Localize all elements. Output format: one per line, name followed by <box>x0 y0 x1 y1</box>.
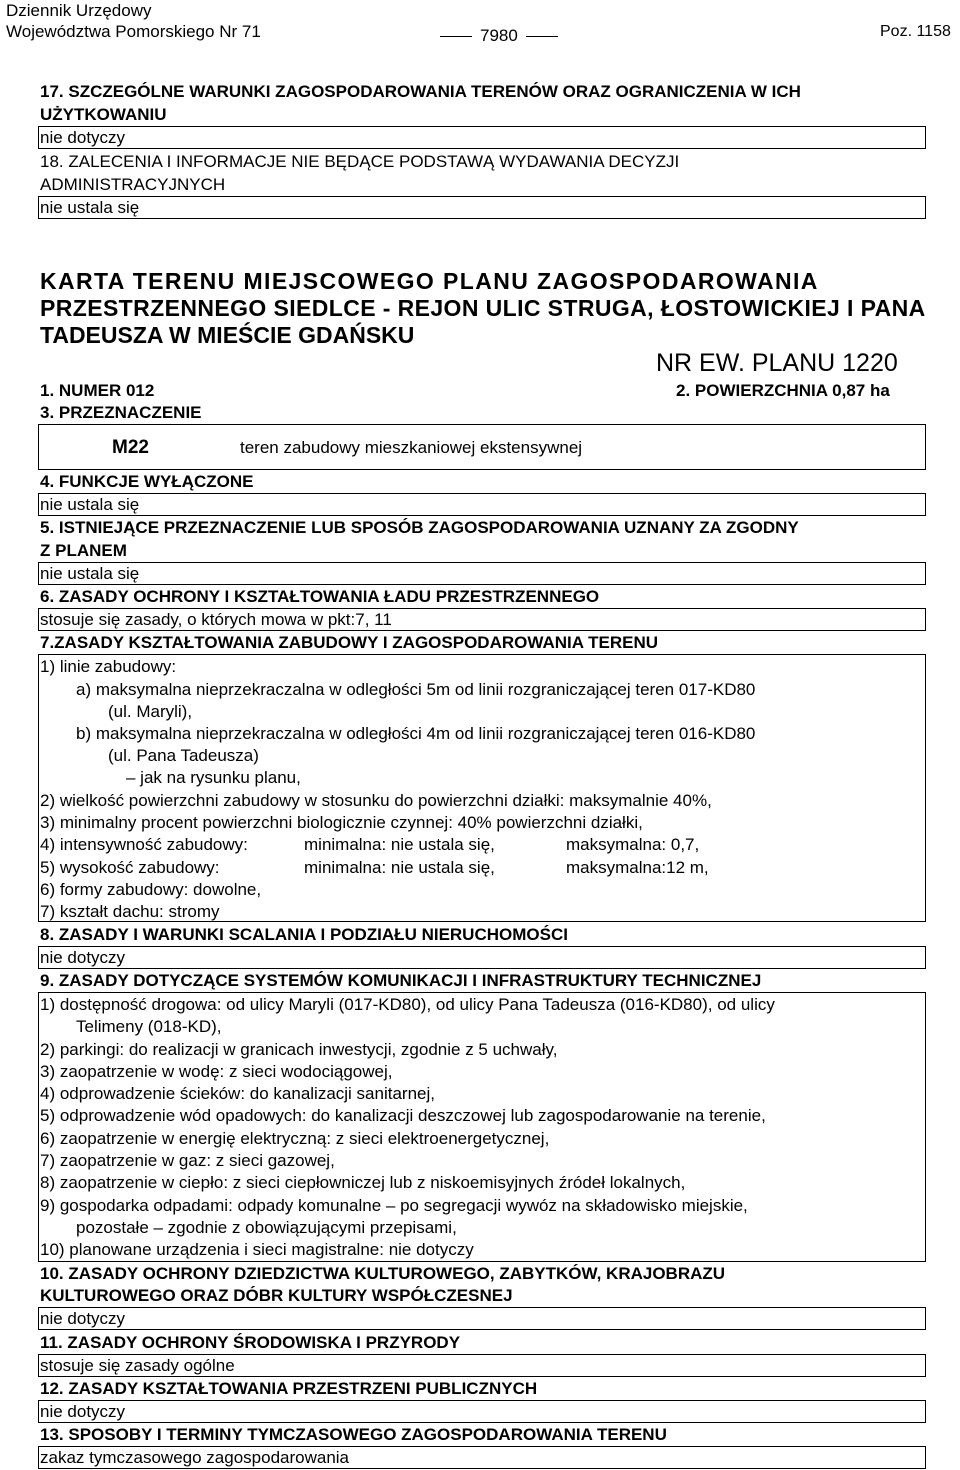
s7-row5-label: 5) wysokość zabudowy: <box>40 858 220 877</box>
s9-line: 1) dostępność drogowa: od ulicy Maryli (017-KD80), od ulicy Pana Tadeusza (016-KD80), od ulicy <box>40 995 775 1014</box>
s7-line: 2) wielkość powierzchni zabudowy w stosunku do powierzchni działki: maksymalnie 40%, <box>40 791 712 810</box>
section-10-box <box>38 1307 926 1330</box>
s7-line: a) maksymalna nieprzekraczalna w odległości 5m od linii rozgraniczającej teren 017-KD80 <box>76 680 756 699</box>
section-7-title: 7.ZASADY KSZTAŁTOWANIA ZABUDOWY I ZAGOSPODAROWANIA TERENU <box>40 633 658 652</box>
card-area: 2. POWIERZCHNIA 0,87 ha <box>676 381 890 400</box>
section-8-box <box>38 946 926 969</box>
s9-line: 6) zaopatrzenie w energię elektryczną: z sieci elektroenergetycznej, <box>40 1129 550 1148</box>
purpose-label: 3. PRZEZNACZENIE <box>40 403 202 422</box>
s7-row4-max: maksymalna: 0,7, <box>566 835 700 854</box>
s7-line: 3) minimalny procent powierzchni biologicznie czynnej: 40% powierzchni działki, <box>40 813 643 832</box>
s9-line: 2) parkingi: do realizacji w granicach inwestycji, zgodnie z 5 uchwały, <box>40 1040 558 1059</box>
s9-line: Telimeny (018-KD), <box>76 1017 222 1036</box>
s9-line: 7) zaopatrzenie w gaz: z sieci gazowej, <box>40 1151 335 1170</box>
section-8-title: 8. ZASADY I WARUNKI SCALANIA I PODZIAŁU NIERUCHOMOŚCI <box>40 925 568 944</box>
section-17-title-2: UŻYTKOWANIU <box>40 105 167 124</box>
section-6-title: 6. ZASADY OCHRONY I KSZTAŁTOWANIA ŁADU PRZESTRZENNEGO <box>40 587 600 606</box>
section-17-title-1: 17. SZCZEGÓLNE WARUNKI ZAGOSPODAROWANIA TERENÓW ORAZ OGRANICZENIA W ICH <box>40 82 801 101</box>
section-13-value: zakaz tymczasowego zagospodarowania <box>40 1448 350 1467</box>
s9-line: 5) odprowadzenie wód opadowych: do kanalizacji deszczowej lub zagospodarowanie na terenie, <box>40 1106 766 1125</box>
section-4-value: nie ustala się <box>40 495 140 514</box>
section-12-title: 12. ZASADY KSZTAŁTOWANIA PRZESTRZENI PUBLICZNYCH <box>40 1379 538 1398</box>
card-title-3: TADEUSZA W MIEŚCIE GDAŃSKU <box>40 322 415 348</box>
s9-line: pozostałe – zgodnie z obowiązującymi przepisami, <box>76 1218 457 1237</box>
s7-row5-max: maksymalna:12 m, <box>566 858 709 877</box>
section-5-title-1: 5. ISTNIEJĄCE PRZEZNACZENIE LUB SPOSÓB ZAGOSPODAROWANIA UZNANY ZA ZGODNY <box>40 518 799 537</box>
s7-line: 6) formy zabudowy: dowolne, <box>40 880 262 899</box>
section-5-box <box>38 562 926 585</box>
s7-line: 7) kształt dachu: stromy <box>40 902 220 921</box>
section-6-value: stosuje się zasady, o których mowa w pkt:7, 11 <box>40 610 392 629</box>
section-5-value: nie ustala się <box>40 564 140 583</box>
section-17-box <box>38 126 926 149</box>
section-9-title: 9. ZASADY DOTYCZĄCE SYSTEMÓW KOMUNIKACJI I INFRASTRUKTURY TECHNICZNEJ <box>40 971 762 990</box>
dash-left <box>440 36 472 37</box>
position-number: Poz. 1158 <box>880 23 951 40</box>
page-number: 7980 <box>432 25 566 47</box>
s7-line: b) maksymalna nieprzekraczalna w odległości 4m od linii rozgraniczającej teren 016-KD80 <box>76 724 756 743</box>
s9-line: 10) planowane urządzenia i sieci magistralne: nie dotyczy <box>40 1240 474 1259</box>
section-8-value: nie dotyczy <box>40 948 126 967</box>
section-5-title-2: Z PLANEM <box>40 541 127 560</box>
card-number: 1. NUMER 012 <box>40 381 155 400</box>
section-18-value: nie ustala się <box>40 198 140 217</box>
section-12-value: nie dotyczy <box>40 1402 126 1421</box>
section-11-title: 11. ZASADY OCHRONY ŚRODOWISKA I PRZYRODY <box>40 1333 461 1352</box>
section-10-title-2: KULTUROWEGO ORAZ DÓBR KULTURY WSPÓŁCZESNEJ <box>40 1286 513 1305</box>
section-12-box <box>38 1400 926 1423</box>
s7-row4-label: 4) intensywność zabudowy: <box>40 835 248 854</box>
card-title-2: PRZESTRZENNEGO SIEDLCE - REJON ULIC STRUGA, ŁOSTOWICKIEJ I PANA <box>40 295 926 321</box>
section-18-box <box>38 196 926 219</box>
s7-line: (ul. Pana Tadeusza) <box>108 746 259 765</box>
plan-number: NR EW. PLANU 1220 <box>656 349 898 377</box>
s9-line: 3) zaopatrzenie w wodę: z sieci wodociągowej, <box>40 1062 393 1081</box>
section-13-title: 13. SPOSOBY I TERMINY TYMCZASOWEGO ZAGOSPODAROWANIA TERENU <box>40 1425 667 1444</box>
section-18-title-1: 18. ZALECENIA I INFORMACJE NIE BĘDĄCE PODSTAWĄ WYDAWANIA DECYZJI <box>40 152 680 171</box>
card-title-1: KARTA TERENU MIEJSCOWEGO PLANU ZAGOSPODAROWANIA <box>40 268 819 294</box>
section-4-box <box>38 493 926 516</box>
s7-row5-min: minimalna: nie ustala się, <box>304 858 495 877</box>
purpose-code: M22 <box>112 437 149 458</box>
section-4-title: 4. FUNKCJE WYŁĄCZONE <box>40 472 254 491</box>
dash-right <box>526 36 558 37</box>
s9-line: 9) gospodarka odpadami: odpady komunalne – po segregacji wywóz na składowisko miejskie, <box>40 1196 748 1215</box>
s7-row4-min: minimalna: nie ustala się, <box>304 835 495 854</box>
journal-subtitle: Województwa Pomorskiego Nr 71 <box>6 22 261 41</box>
s7-line: 1) linie zabudowy: <box>40 657 177 676</box>
section-10-value: nie dotyczy <box>40 1309 126 1328</box>
section-11-value: stosuje się zasady ogólne <box>40 1356 235 1375</box>
section-17-value: nie dotyczy <box>40 128 126 147</box>
s7-line: – jak na rysunku planu, <box>126 768 301 787</box>
s7-line: (ul. Maryli), <box>108 702 193 721</box>
section-10-title-1: 10. ZASADY OCHRONY DZIEDZICTWA KULTUROWEGO, ZABYTKÓW, KRAJOBRAZU <box>40 1264 726 1283</box>
journal-title: Dziennik Urzędowy <box>6 1 152 20</box>
section-18-title-2: ADMINISTRACYJNYCH <box>40 175 226 194</box>
s9-line: 4) odprowadzenie ścieków: do kanalizacji sanitarnej, <box>40 1084 435 1103</box>
s9-line: 8) zaopatrzenie w ciepło: z sieci ciepłowniczej lub z niskoemisyjnych źródeł lokalnych, <box>40 1173 686 1192</box>
purpose-desc: teren zabudowy mieszkaniowej ekstensywnej <box>240 438 583 457</box>
